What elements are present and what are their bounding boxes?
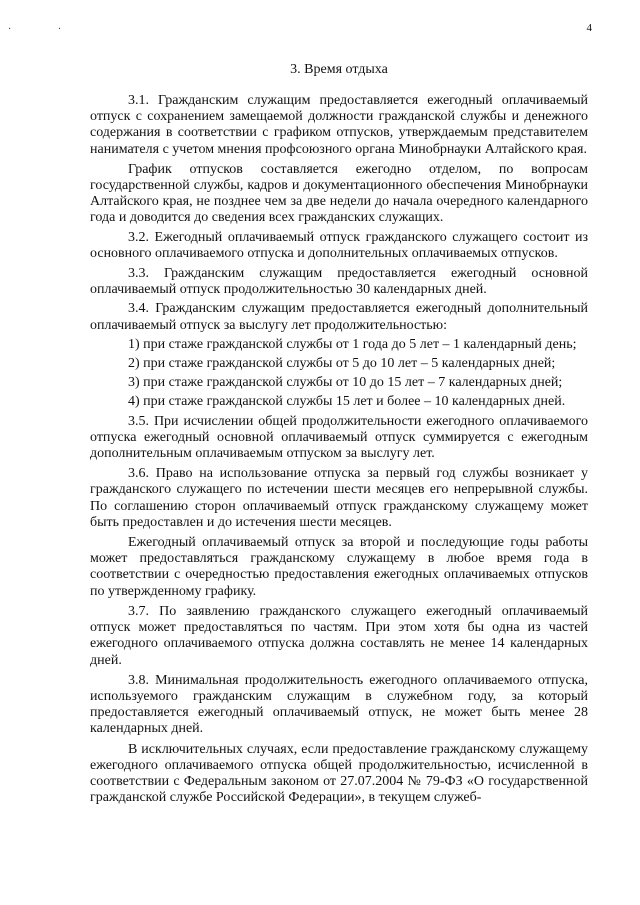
- paragraph-second-year-leave: Ежегодный оплачиваемый отпуск за второй и последующие годы работы может предоставляться гражданскому служащему в любое время года в соответствии с очередностью предоставления ежегодных оплачиваемых отпусков по утвержденному графику.: [90, 535, 588, 599]
- scan-marks: · ·: [8, 24, 84, 35]
- list-item-3: 3) при стаже гражданской службы от 10 до 15 лет – 7 календарных дней;: [128, 375, 563, 391]
- paragraph-3-4: 3.4. Гражданским служащим предоставляется ежегодный дополнительный оплачиваемый отпуск за выслугу лет продолжительностью:: [90, 301, 588, 333]
- document-body: [90, 60, 588, 809]
- list-item-1: 1) при стаже гражданской службы от 1 года до 5 лет – 1 календарный день;: [128, 336, 577, 352]
- list-item-2: 2) при стаже гражданской службы от 5 до 10 лет – 5 календарных дней;: [128, 356, 556, 372]
- section-title: 3. Время отдыха: [290, 62, 388, 77]
- paragraph-3-3: 3.3. Гражданским служащим предоставляется ежегодный основной оплачиваемый отпуск продолжительностью 30 календарных дней.: [90, 266, 588, 298]
- paragraph-vacation-schedule: График отпусков составляется ежегодно отделом, по вопросам государственной службы, кадров и документационного обеспечения Минобрнауки Алтайского края, не позднее чем за две недели до начала очередного календарного года и доводится до сведения всех гражданских служащих.: [90, 161, 588, 226]
- paragraph-3-5: 3.5. При исчислении общей продолжительности ежегодного оплачиваемого отпуска ежегодный основной оплачиваемый отпуск суммируется с ежегодным дополнительным оплачиваемым отпуском за выслугу лет.: [90, 413, 588, 462]
- paragraph-3-2: 3.2. Ежегодный оплачиваемый отпуск гражданского служащего состоит из основного оплачиваемого отпуска и дополнительных оплачиваемых отпусков.: [90, 229, 588, 261]
- list-item-4: 4) при стаже гражданской службы 15 лет и более – 10 календарных дней.: [128, 394, 566, 410]
- paragraph-3-6: 3.6. Право на использование отпуска за первый год службы возникает у гражданского служащего по истечении шести месяцев его непрерывной службы. По соглашению сторон оплачиваемый отпуск гражданскому служащему может быть предоставлен и до истечения шести месяцев.: [90, 466, 588, 530]
- page-number: 4: [586, 22, 592, 34]
- paragraph-3-7: 3.7. По заявлению гражданского служащего ежегодный оплачиваемый отпуск может предоставляться по частям. При этом хотя бы одна из частей ежегодного оплачиваемого отпуска должна составлять не менее 14 календарных дней.: [90, 603, 588, 668]
- paragraph-3-1: 3.1. Гражданским служащим предоставляется ежегодный оплачиваемый отпуск с сохранением замещаемой должности гражданской службы и денежного содержания в соответствии с графиком отпусков, утверждаемым представителем нанимателя с учетом мнения профсоюзного органа Минобрнауки Алтайского края.: [90, 93, 588, 157]
- paragraph-exceptional-cases: В исключительных случаях, если предоставление гражданскому служащему ежегодного оплачиваемого отпуска общей продолжительностью, исчисленной в соответствии с Федеральным законом от 27.07.2004 № 79-ФЗ «О государственной гражданской службе Российской Федерации», в текущем служеб-: [90, 741, 588, 806]
- paragraph-3-8: 3.8. Минимальная продолжительность ежегодного оплачиваемого отпуска, используемого гражданским служащим в служебном году, за который предоставляется ежегодный оплачиваемый отпуск, не может быть менее 28 календарных дней.: [90, 672, 588, 737]
